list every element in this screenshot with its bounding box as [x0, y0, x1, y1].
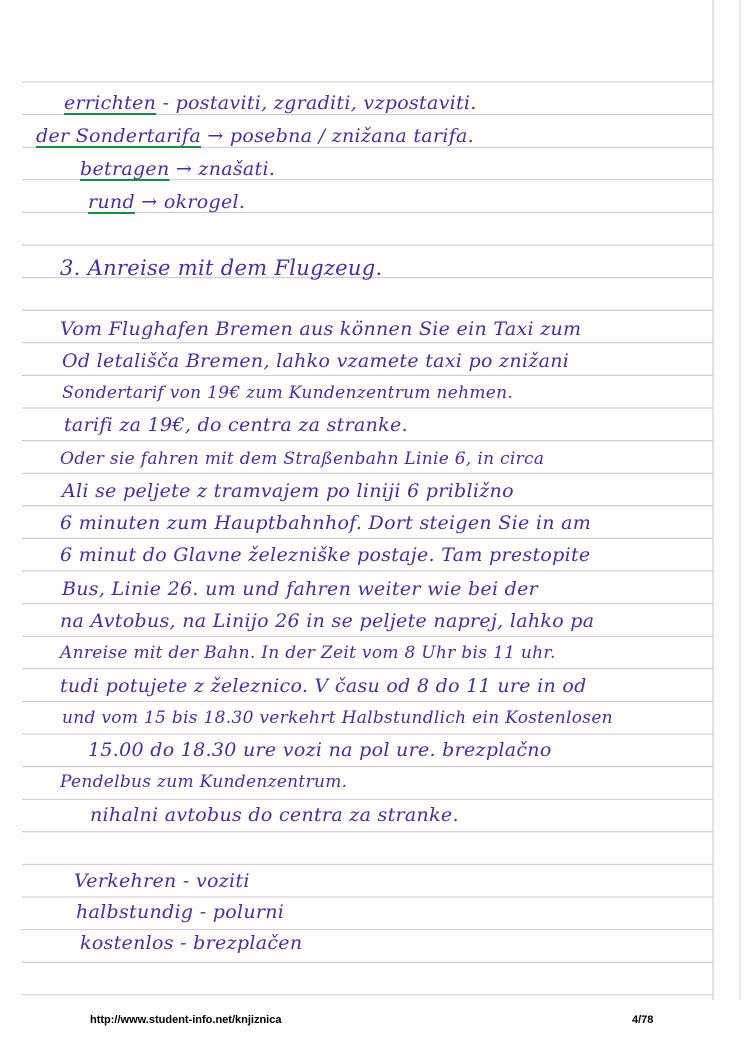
vocab-separator: - [156, 92, 176, 114]
vocab-term: betragen [80, 158, 170, 180]
vocab-separator: → [134, 191, 164, 213]
section-heading: 3. Anreise mit dem Flugzeug. [60, 256, 383, 280]
vocab-meaning: znašati. [198, 158, 276, 180]
vocab-meaning: okrogel. [163, 191, 246, 213]
note-line-1: Verkehren - voziti [74, 870, 250, 892]
body-line-8: 6 minut do Glavne železniške postaje. Tam prestopite [60, 544, 591, 566]
body-line-7: 6 minuten zum Hauptbahnhof. Dort steigen Sie in am [60, 512, 592, 534]
vocab-term: rund [88, 191, 135, 213]
note-line-2: halbstundig - polurni [76, 901, 285, 923]
note-line-3: kostenlos - brezplačen [80, 932, 303, 954]
vocab-line-3 [80, 160, 275, 179]
vocab-term: der Sondertarifa [36, 125, 201, 147]
body-line-1: Vom Flughafen Bremen aus können Sie ein Taxi zum [60, 318, 582, 340]
body-line-10: na Avtobus, na Linijo 26 in se peljete naprej, lahko pa [60, 610, 595, 632]
body-line-3: Sondertarif von 19€ zum Kundenzentrum nehmen. [62, 383, 514, 403]
footer-url: http://www.student-info.net/knjiznica [90, 1014, 282, 1026]
body-line-12: tudi potujete z železnico. V času od 8 do 11 ure in od [60, 675, 587, 697]
vocab-term: errichten [64, 92, 157, 114]
body-line-2: Od letališča Bremen, lahko vzamete taxi po znižani [62, 350, 570, 372]
body-line-9: Bus, Linie 26. um und fahren weiter wie bei der [62, 578, 539, 600]
vocab-line-2 [36, 127, 474, 146]
vocab-line-4 [88, 193, 245, 212]
body-line-14: 15.00 do 18.30 ure vozi na pol ure. brezplačno [88, 739, 552, 761]
vocab-separator: → [169, 158, 199, 180]
body-line-11: Anreise mit der Bahn. In der Zeit vom 8 Uhr bis 11 uhr. [60, 643, 556, 663]
body-line-6: Ali se peljete z tramvajem po liniji 6 približno [62, 480, 514, 502]
body-line-16: nihalni avtobus do centra za stranke. [90, 804, 459, 826]
body-line-4: tarifi za 19€, do centra za stranke. [64, 414, 408, 436]
body-line-15: Pendelbus zum Kundenzentrum. [60, 772, 348, 792]
body-line-13: und vom 15 bis 18.30 verkehrt Halbstundlich ein Kostenlosen [62, 708, 613, 728]
page-number: 4/78 [632, 1014, 654, 1026]
vocab-line-1 [64, 94, 477, 113]
vocab-meaning: posebna / znižana tarifa. [229, 125, 474, 147]
vocab-meaning: postaviti, zgraditi, vzpostaviti. [175, 92, 477, 114]
vocab-separator: → [201, 125, 230, 147]
body-line-5: Oder sie fahren mit dem Straßenbahn Linie 6, in circa [60, 449, 545, 469]
